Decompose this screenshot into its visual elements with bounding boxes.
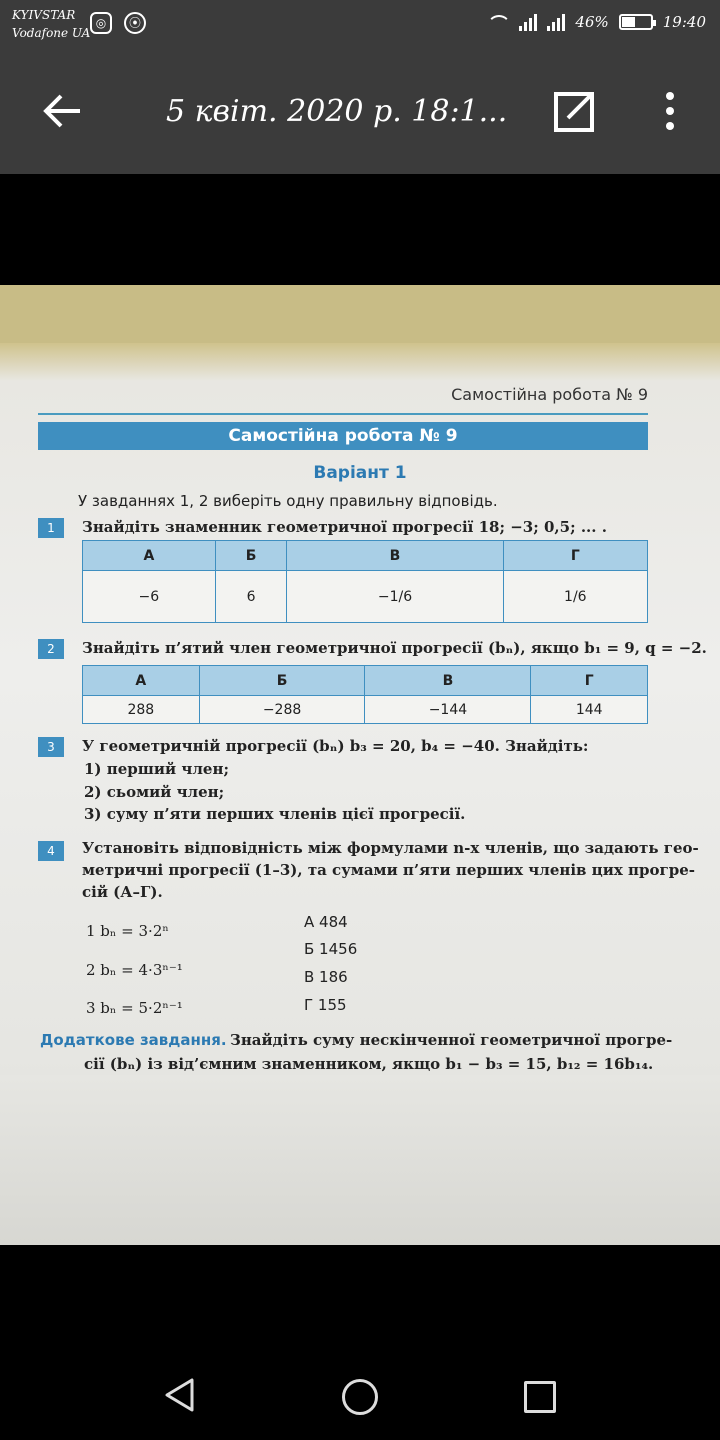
option-header: В bbox=[365, 666, 531, 696]
formula-item: 3 bₙ = 5·2ⁿ⁻¹ bbox=[86, 999, 183, 1017]
task-2-table bbox=[82, 665, 648, 724]
option-header: Г bbox=[531, 666, 648, 696]
notification-icons bbox=[90, 12, 146, 34]
page-header: Самостійна робота № 9 bbox=[451, 385, 648, 404]
task-3-item: 3) суму п’яти перших членів цієї прогресії. bbox=[84, 805, 466, 823]
status-indicators bbox=[485, 13, 706, 31]
task-3-number: 3 bbox=[38, 737, 64, 757]
option-header: В bbox=[287, 541, 503, 571]
task-4-line: Установіть відповідність між формулами n-х членів, що задають гео- bbox=[82, 839, 699, 857]
app-bar bbox=[0, 48, 720, 174]
sum-option: В 186 bbox=[304, 968, 348, 986]
task-2-number: 2 bbox=[38, 639, 64, 659]
option-value: −6 bbox=[83, 571, 216, 623]
wifi-icon bbox=[485, 13, 509, 31]
circle-home-icon[interactable] bbox=[342, 1379, 378, 1415]
option-header: А bbox=[83, 666, 200, 696]
extra-task-line: Знайдіть суму нескінченної геометричної прогре- bbox=[230, 1031, 673, 1049]
task-4-line: метричні прогресії (1–3), та сумами п’яти перших членів цих прогре- bbox=[82, 861, 695, 879]
carrier-1: KYIVSTAR bbox=[12, 8, 76, 22]
photo-title: 5 квіт. 2020 р. 18:1... bbox=[166, 94, 508, 129]
option-value: 1/6 bbox=[503, 571, 647, 623]
formula-item: 1 bₙ = 3·2ⁿ bbox=[86, 922, 169, 940]
task-4-number: 4 bbox=[38, 841, 64, 861]
more-vertical-icon[interactable] bbox=[656, 88, 684, 134]
status-bar bbox=[0, 0, 720, 48]
option-value: −144 bbox=[365, 696, 531, 724]
share-external-icon[interactable] bbox=[552, 88, 598, 134]
book-edge bbox=[0, 285, 720, 343]
option-value: 6 bbox=[215, 571, 287, 623]
hotspot-icon: ⦿ bbox=[124, 12, 146, 34]
sum-option: Г 155 bbox=[304, 996, 347, 1014]
option-header: Г bbox=[503, 541, 647, 571]
task-3-text: У геометричній прогресії (bₙ) b₃ = 20, b₄ = −40. Знайдіть: bbox=[82, 737, 589, 755]
option-value: 144 bbox=[531, 696, 648, 724]
option-value: 288 bbox=[83, 696, 200, 724]
option-value: −288 bbox=[199, 696, 365, 724]
photo-viewer[interactable] bbox=[0, 285, 720, 1245]
carrier-labels bbox=[12, 6, 90, 42]
clock: 19:40 bbox=[662, 13, 706, 31]
task-1-text: Знайдіть знаменник геометричної прогресії 18; −3; 0,5; ... . bbox=[82, 518, 607, 536]
instruction: У завданнях 1, 2 виберіть одну правильну відповідь. bbox=[78, 492, 498, 510]
instagram-icon: ◎ bbox=[90, 12, 112, 34]
navigation-bar bbox=[0, 1345, 720, 1440]
signal-2-icon bbox=[547, 13, 565, 31]
page-lower-area bbox=[0, 1075, 720, 1245]
carrier-2: Vodafone UA bbox=[12, 26, 91, 40]
signal-icon bbox=[519, 13, 537, 31]
task-1-number: 1 bbox=[38, 518, 64, 538]
sum-option: Б 1456 bbox=[304, 940, 358, 958]
formula-item: 2 bₙ = 4·3ⁿ⁻¹ bbox=[86, 961, 183, 979]
extra-task-label: Додаткове завдання. bbox=[40, 1031, 227, 1049]
battery-percent: 46% bbox=[575, 13, 609, 31]
task-2-text: Знайдіть п’ятий член геометричної прогресії (bₙ), якщо b₁ = 9, q = −2. bbox=[82, 639, 707, 657]
triangle-back-icon[interactable] bbox=[162, 1377, 198, 1413]
work-title: Самостійна робота № 9 bbox=[38, 422, 648, 450]
option-header: Б bbox=[215, 541, 287, 571]
battery-icon bbox=[619, 14, 653, 30]
task-1-table bbox=[82, 540, 648, 623]
extra-task-line: сії (bₙ) із від’ємним знаменником, якщо b₁ − b₃ = 15, b₁₂ = 16b₁₄. bbox=[84, 1055, 654, 1073]
option-header: Б bbox=[199, 666, 365, 696]
variant-label: Варіант 1 bbox=[313, 463, 407, 483]
task-3-item: 2) сьомий член; bbox=[84, 783, 225, 801]
option-value: −1/6 bbox=[287, 571, 503, 623]
task-3-item: 1) перший член; bbox=[84, 760, 229, 778]
header-rule bbox=[38, 413, 648, 415]
arrow-left-icon[interactable] bbox=[40, 88, 86, 134]
square-recents-icon[interactable] bbox=[524, 1381, 556, 1413]
sum-option: А 484 bbox=[304, 913, 348, 931]
task-4-line: сій (А–Г). bbox=[82, 883, 163, 901]
option-header: А bbox=[83, 541, 216, 571]
